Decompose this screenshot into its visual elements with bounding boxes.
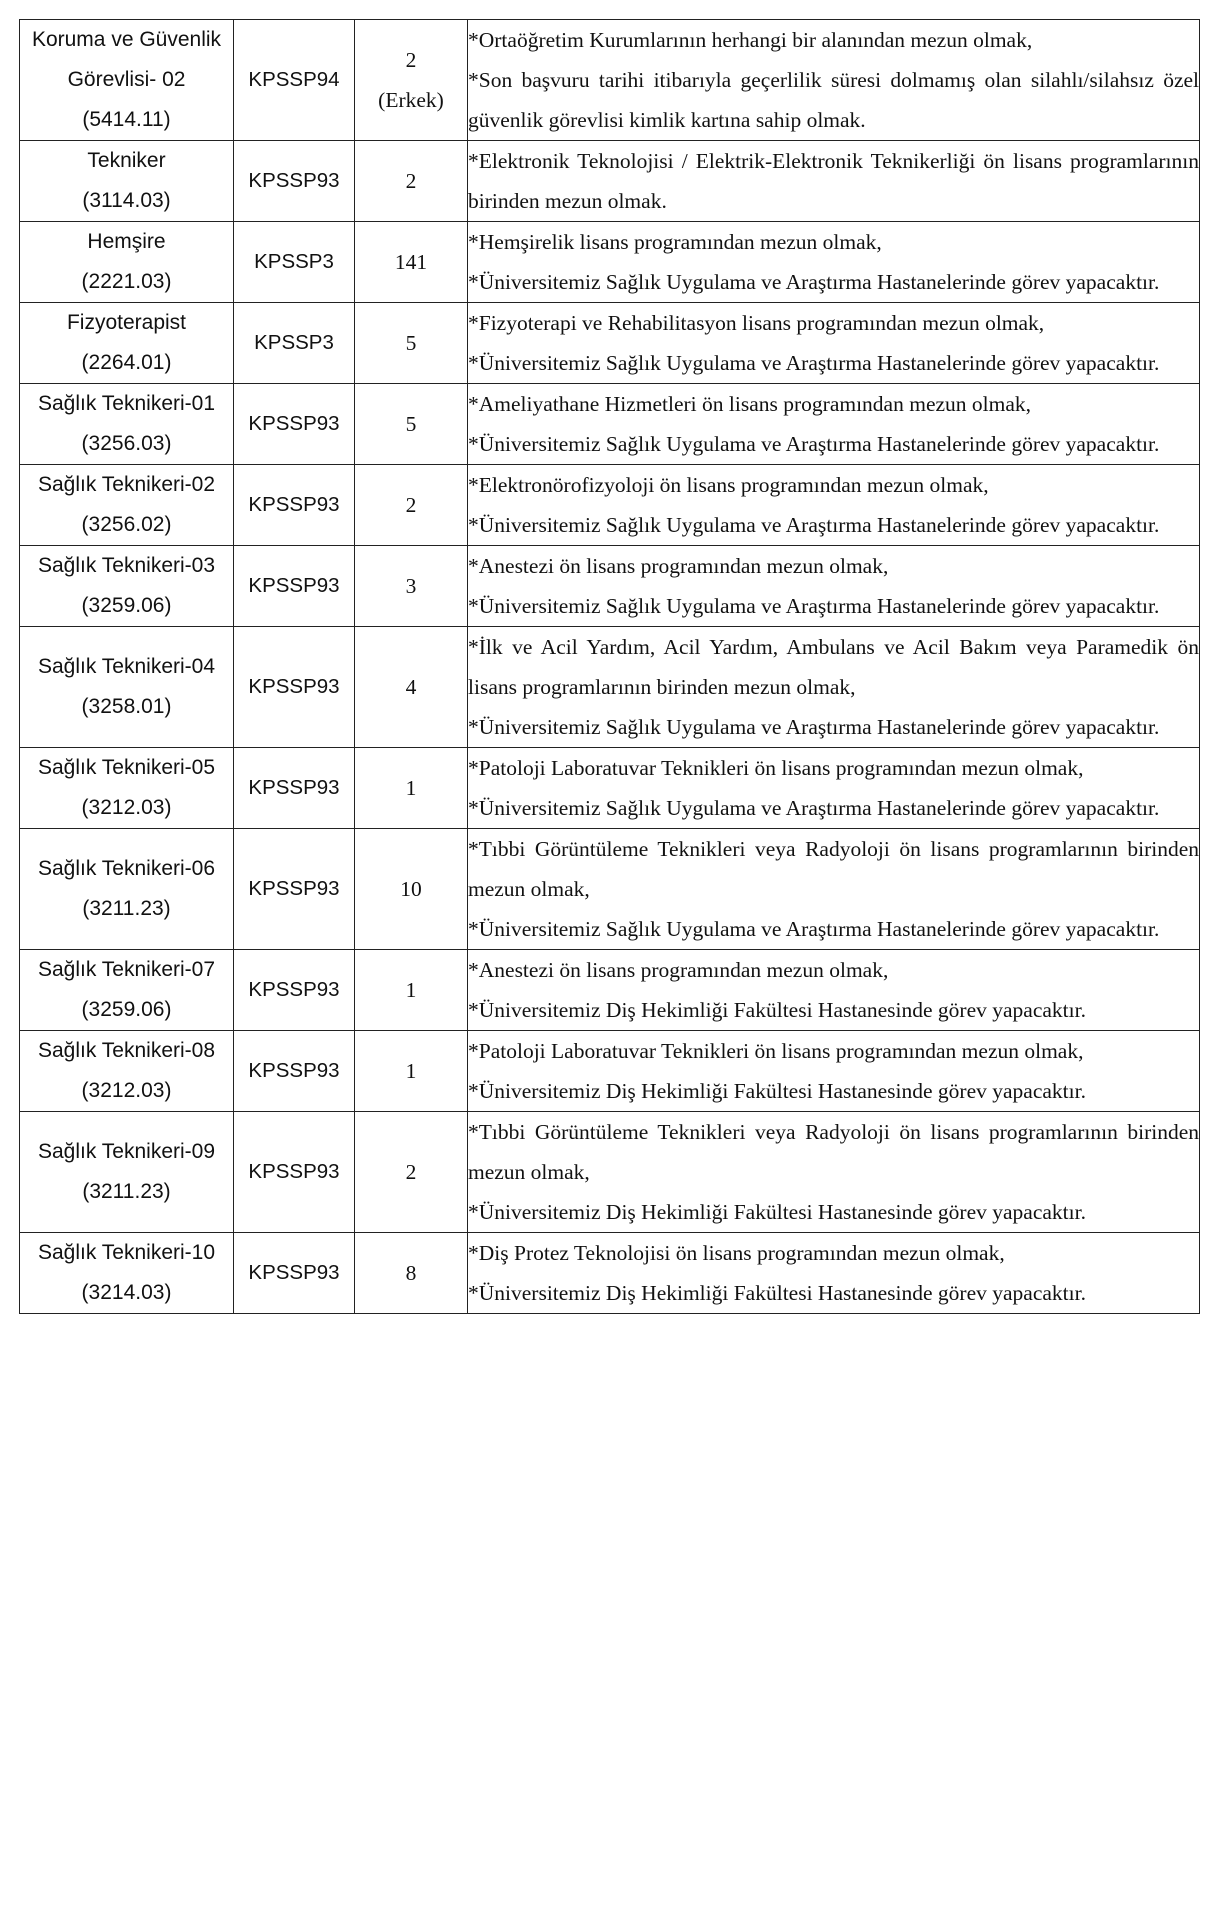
position-title-cell <box>20 141 234 222</box>
positions-table-body <box>20 20 1200 1314</box>
position-code: (3114.03) <box>82 189 171 212</box>
requirements-cell <box>468 1112 1200 1233</box>
position-count-cell <box>355 303 468 384</box>
table-row <box>20 384 1200 465</box>
table-row <box>20 1031 1200 1112</box>
kpss-score-type: KPSSP93 <box>234 829 355 950</box>
position-code: (3258.01) <box>81 695 172 718</box>
position-count-cell <box>355 384 468 465</box>
table-row <box>20 950 1200 1031</box>
requirement-text: *Üniversitemiz Sağlık Uygulama ve Araştırma Hastanelerinde görev yapacaktır. <box>468 594 1160 618</box>
kpss-score-type: KPSSP93 <box>234 748 355 829</box>
table-row <box>20 1112 1200 1233</box>
position-count: 1 <box>405 776 417 800</box>
requirement-text: *Tıbbi Görüntüleme Teknikleri veya Radyoloji ön lisans programlarının birinden mezun olmak, <box>468 837 1199 901</box>
position-title: Sağlık Teknikeri-07 <box>37 958 216 981</box>
position-count: 141 <box>394 250 428 274</box>
requirements-cell <box>468 546 1200 627</box>
requirements-cell <box>468 1031 1200 1112</box>
table-row <box>20 546 1200 627</box>
kpss-score-type: KPSSP93 <box>234 1112 355 1233</box>
position-title: Sağlık Teknikeri-01 <box>37 392 216 415</box>
requirement-text: *Üniversitemiz Sağlık Uygulama ve Araştırma Hastanelerinde görev yapacaktır. <box>468 270 1160 294</box>
position-title-cell <box>20 748 234 829</box>
requirement-text: *Ortaöğretim Kurumlarının herhangi bir alanından mezun olmak, <box>468 28 1033 52</box>
requirements-cell <box>468 748 1200 829</box>
position-code: (3214.03) <box>81 1281 172 1304</box>
position-title-cell <box>20 829 234 950</box>
position-code: (3212.03) <box>81 1079 172 1102</box>
table-row <box>20 748 1200 829</box>
position-title-cell <box>20 303 234 384</box>
position-count-cell <box>355 950 468 1031</box>
position-title-cell <box>20 950 234 1031</box>
position-title: Sağlık Teknikeri-03 <box>37 554 216 577</box>
requirement-text: *Üniversitemiz Sağlık Uygulama ve Araştırma Hastanelerinde görev yapacaktır. <box>468 917 1160 941</box>
requirement-text: *Patoloji Laboratuvar Teknikleri ön lisans programından mezun olmak, <box>468 756 1084 780</box>
requirements-cell <box>468 465 1200 546</box>
position-count: 4 <box>405 675 417 699</box>
table-row <box>20 465 1200 546</box>
position-title: Sağlık Teknikeri-02 <box>37 473 216 496</box>
position-count-cell <box>355 748 468 829</box>
position-title: Fizyoterapist <box>66 311 187 334</box>
requirement-text: *Üniversitemiz Sağlık Uygulama ve Araştırma Hastanelerinde görev yapacaktır. <box>468 351 1160 375</box>
position-title: Tekniker <box>87 149 166 172</box>
requirement-text: *Fizyoterapi ve Rehabilitasyon lisans programından mezun olmak, <box>468 311 1045 335</box>
kpss-score-type: KPSSP93 <box>234 141 355 222</box>
position-title-cell <box>20 1112 234 1233</box>
position-title-cell <box>20 20 234 141</box>
position-title: Sağlık Teknikeri-04 <box>37 655 216 678</box>
position-count-cell <box>355 627 468 748</box>
requirement-text: *Üniversitemiz Diş Hekimliği Fakültesi Hastanesinde görev yapacaktır. <box>468 1079 1086 1103</box>
position-title-cell <box>20 1031 234 1112</box>
position-count-cell <box>355 1031 468 1112</box>
kpss-score-type: KPSSP3 <box>234 303 355 384</box>
requirements-cell <box>468 20 1200 141</box>
kpss-score-type: KPSSP93 <box>234 950 355 1031</box>
requirements-cell <box>468 627 1200 748</box>
position-title: Hemşire <box>87 230 166 253</box>
position-count: 2 <box>405 48 417 72</box>
position-count-cell <box>355 1233 468 1314</box>
requirements-cell <box>468 1233 1200 1314</box>
table-row <box>20 222 1200 303</box>
position-code: (3211.23) <box>82 897 171 920</box>
position-title-cell <box>20 1233 234 1314</box>
requirement-text: *Anestezi ön lisans programından mezun olmak, <box>468 958 889 982</box>
position-title: Sağlık Teknikeri-05 <box>37 756 216 779</box>
position-code: (3259.06) <box>81 998 172 1021</box>
requirement-text: *Elektronik Teknolojisi / Elektrik-Elektronik Teknikerliği ön lisans programlarının birinden mezun olmak. <box>468 149 1199 213</box>
requirements-cell <box>468 222 1200 303</box>
position-count: 8 <box>405 1261 417 1285</box>
position-count: 10 <box>400 877 422 901</box>
position-code: (5414.11) <box>82 108 171 131</box>
requirements-cell <box>468 829 1200 950</box>
table-row <box>20 303 1200 384</box>
position-count-cell <box>355 465 468 546</box>
position-title: Sağlık Teknikeri-08 <box>37 1039 216 1062</box>
position-title-cell <box>20 384 234 465</box>
requirement-text: *Üniversitemiz Sağlık Uygulama ve Araştırma Hastanelerinde görev yapacaktır. <box>468 715 1160 739</box>
table-row <box>20 829 1200 950</box>
kpss-score-type: KPSSP93 <box>234 384 355 465</box>
requirement-text: *Son başvuru tarihi itibarıyla geçerlilik süresi dolmamış olan silahlı/silahsız özel güvenlik görevlisi kimlik kartına sahip olmak. <box>468 68 1199 132</box>
kpss-score-type: KPSSP93 <box>234 1233 355 1314</box>
position-title: Koruma ve Güvenlik <box>31 28 222 51</box>
requirements-cell <box>468 141 1200 222</box>
requirements-cell <box>468 384 1200 465</box>
position-code: (3211.23) <box>82 1180 171 1203</box>
table-row <box>20 141 1200 222</box>
requirement-text: *Üniversitemiz Sağlık Uygulama ve Araştırma Hastanelerinde görev yapacaktır. <box>468 796 1160 820</box>
position-count-cell <box>355 141 468 222</box>
requirement-text: *Hemşirelik lisans programından mezun olmak, <box>468 230 882 254</box>
position-code: (2264.01) <box>81 351 172 374</box>
kpss-score-type: KPSSP93 <box>234 465 355 546</box>
kpss-score-type: KPSSP3 <box>234 222 355 303</box>
position-title: Sağlık Teknikeri-06 <box>37 857 216 880</box>
position-count: 2 <box>405 1160 417 1184</box>
position-title-cell <box>20 222 234 303</box>
table-row <box>20 20 1200 141</box>
kpss-score-type: KPSSP94 <box>234 20 355 141</box>
position-count: 2 <box>405 169 417 193</box>
requirement-text: *Üniversitemiz Diş Hekimliği Fakültesi Hastanesinde görev yapacaktır. <box>468 1281 1086 1305</box>
position-code: (3259.06) <box>81 594 172 617</box>
table-row <box>20 627 1200 748</box>
requirement-text: *İlk ve Acil Yardım, Acil Yardım, Ambulans ve Acil Bakım veya Paramedik ön lisans programlarının birinden mezun olmak, <box>468 635 1199 699</box>
requirement-text: *Üniversitemiz Diş Hekimliği Fakültesi Hastanesinde görev yapacaktır. <box>468 998 1086 1022</box>
requirement-text: *Elektronörofizyoloji ön lisans programından mezun olmak, <box>468 473 989 497</box>
position-title: Görevlisi- 02 <box>67 68 186 91</box>
requirement-text: *Patoloji Laboratuvar Teknikleri ön lisans programından mezun olmak, <box>468 1039 1084 1063</box>
position-count: 5 <box>405 412 417 436</box>
position-code: (3212.03) <box>81 796 172 819</box>
position-title-cell <box>20 465 234 546</box>
position-code: (2221.03) <box>81 270 172 293</box>
requirement-text: *Anestezi ön lisans programından mezun olmak, <box>468 554 889 578</box>
position-count-cell <box>355 222 468 303</box>
requirement-text: *Üniversitemiz Sağlık Uygulama ve Araştırma Hastanelerinde görev yapacaktır. <box>468 432 1160 456</box>
positions-table <box>19 19 1200 1314</box>
position-count: 1 <box>405 1059 417 1083</box>
position-title: Sağlık Teknikeri-09 <box>37 1140 216 1163</box>
position-count-cell <box>355 829 468 950</box>
table-row <box>20 1233 1200 1314</box>
requirement-text: *Ameliyathane Hizmetleri ön lisans programından mezun olmak, <box>468 392 1032 416</box>
position-count-cell <box>355 1112 468 1233</box>
requirement-text: *Üniversitemiz Sağlık Uygulama ve Araştırma Hastanelerinde görev yapacaktır. <box>468 513 1160 537</box>
kpss-score-type: KPSSP93 <box>234 627 355 748</box>
position-code: (3256.03) <box>81 432 172 455</box>
position-title-cell <box>20 627 234 748</box>
requirements-cell <box>468 303 1200 384</box>
position-title: Sağlık Teknikeri-10 <box>37 1241 216 1264</box>
requirements-cell <box>468 950 1200 1031</box>
position-count-cell <box>355 20 468 141</box>
kpss-score-type: KPSSP93 <box>234 1031 355 1112</box>
position-count-cell <box>355 546 468 627</box>
position-title-cell <box>20 546 234 627</box>
position-count: 1 <box>405 978 417 1002</box>
position-count: 2 <box>405 493 417 517</box>
requirement-text: *Tıbbi Görüntüleme Teknikleri veya Radyoloji ön lisans programlarının birinden mezun olmak, <box>468 1120 1199 1184</box>
position-count: 5 <box>405 331 417 355</box>
kpss-score-type: KPSSP93 <box>234 546 355 627</box>
position-count: 3 <box>405 574 417 598</box>
requirement-text: *Diş Protez Teknolojisi ön lisans programından mezun olmak, <box>468 1241 1005 1265</box>
position-code: (3256.02) <box>81 513 172 536</box>
requirement-text: *Üniversitemiz Diş Hekimliği Fakültesi Hastanesinde görev yapacaktır. <box>468 1200 1086 1224</box>
position-gender: (Erkek) <box>378 88 444 112</box>
